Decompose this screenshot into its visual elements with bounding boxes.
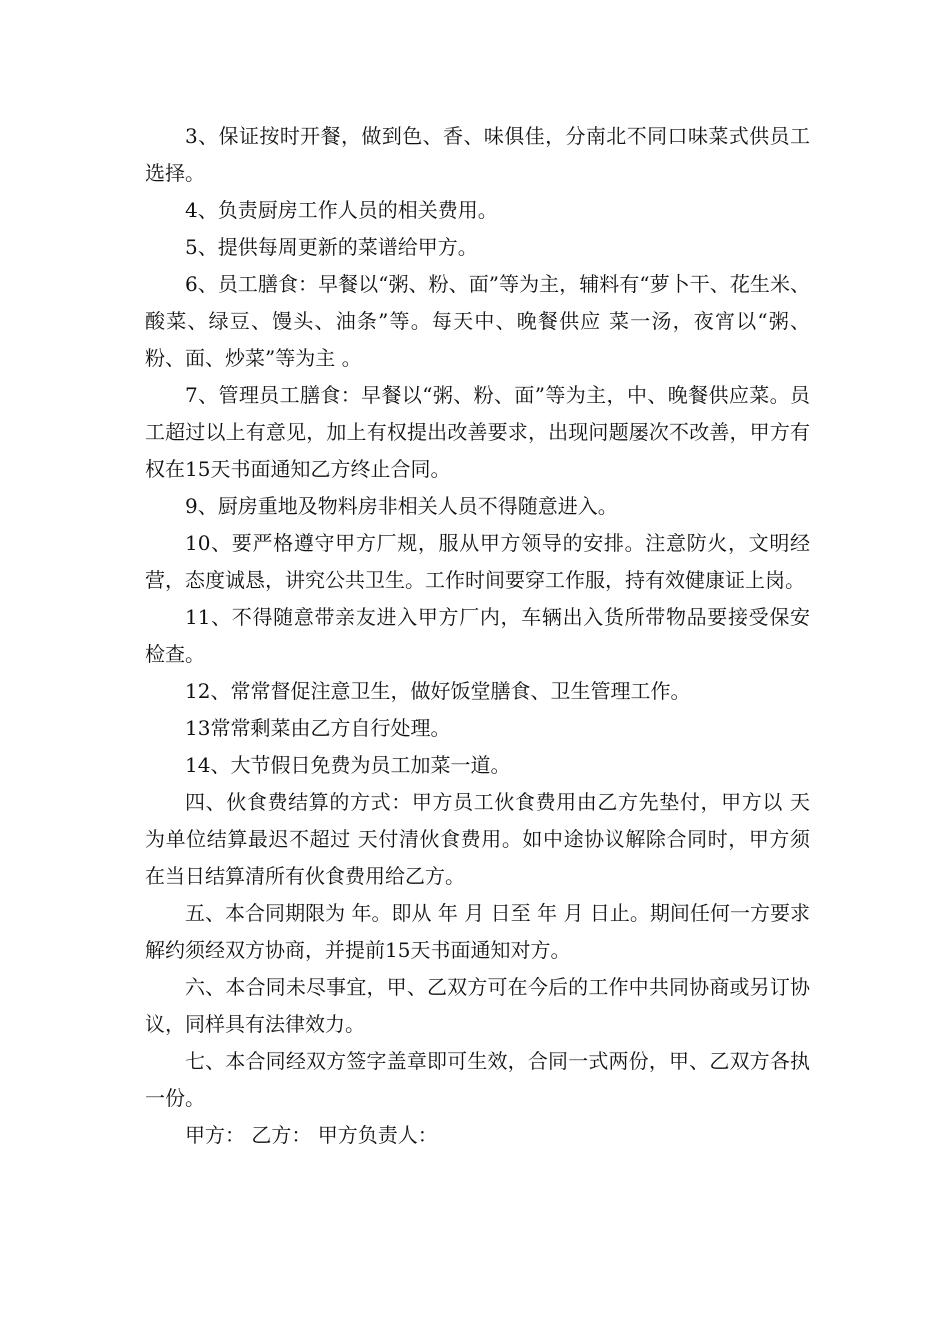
clause-4: 4、负责厨房工作人员的相关费用。 bbox=[185, 198, 498, 222]
signature-line: 甲方： 乙方： 甲方负责人： bbox=[185, 1123, 438, 1147]
section-5-term: 五、本合同期限为 年。即从 年 月 日至 年 月 日止。期间任何一方要求解约须经双方协商，并提前15天书面通知对方。 bbox=[145, 901, 810, 962]
clause-12: 12、常常督促注意卫生，做好饭堂膳食、卫生管理工作。 bbox=[185, 679, 691, 703]
clause-11: 11、不得随意带亲友进入甲方厂内，车辆出入货所带物品要接受保安检查。 bbox=[145, 605, 810, 666]
clause-14: 14、大节假日免费为员工加菜一道。 bbox=[185, 753, 511, 777]
document-page bbox=[145, 118, 810, 1154]
clause-9: 9、厨房重地及物料房非相关人员不得随意进入。 bbox=[185, 494, 618, 518]
clause-5: 5、提供每周更新的菜谱给甲方。 bbox=[185, 235, 478, 259]
clause-3: 3、保证按时开餐，做到色、香、味俱佳，分南北不同口味菜式供员工选择。 bbox=[145, 124, 810, 185]
section-4-settlement: 四、伙食费结算的方式：甲方员工伙食费用由乙方先垫付，甲方以 天为单位结算最迟不超过 天付清伙食费用。如中途协议解除合同时，甲方须在当日结算清所有伙食费用给乙方。 bbox=[145, 790, 810, 888]
section-6-supplementary: 六、本合同未尽事宜，甲、乙双方可在今后的工作中共同协商或另订协议，同样具有法律效力。 bbox=[145, 975, 810, 1036]
clause-13: 13常常剩菜由乙方自行处理。 bbox=[185, 716, 451, 740]
clause-7: 7、管理员工膳食：早餐以“粥、粉、面”等为主，中、晚餐供应菜。员工超过以上有意见，加上有权提出改善要求，出现问题屡次不改善，甲方有权在15天书面通知乙方终止合同。 bbox=[145, 383, 810, 481]
clause-6: 6、员工膳食：早餐以“粥、粉、面”等为主，辅料有“萝卜干、花生米、酸菜、绿豆、馒头、油条”等。每天中、晚餐供应 菜一汤，夜宵以“粥、粉、面、炒菜”等为主 。 bbox=[145, 272, 810, 370]
section-7-effectiveness: 七、本合同经双方签字盖章即可生效，合同一式两份，甲、乙双方各执一份。 bbox=[145, 1049, 810, 1110]
clause-10: 10、要严格遵守甲方厂规，服从甲方领导的安排。注意防火，文明经营，态度诚恳，讲究公共卫生。工作时间要穿工作服，持有效健康证上岗。 bbox=[145, 531, 810, 592]
